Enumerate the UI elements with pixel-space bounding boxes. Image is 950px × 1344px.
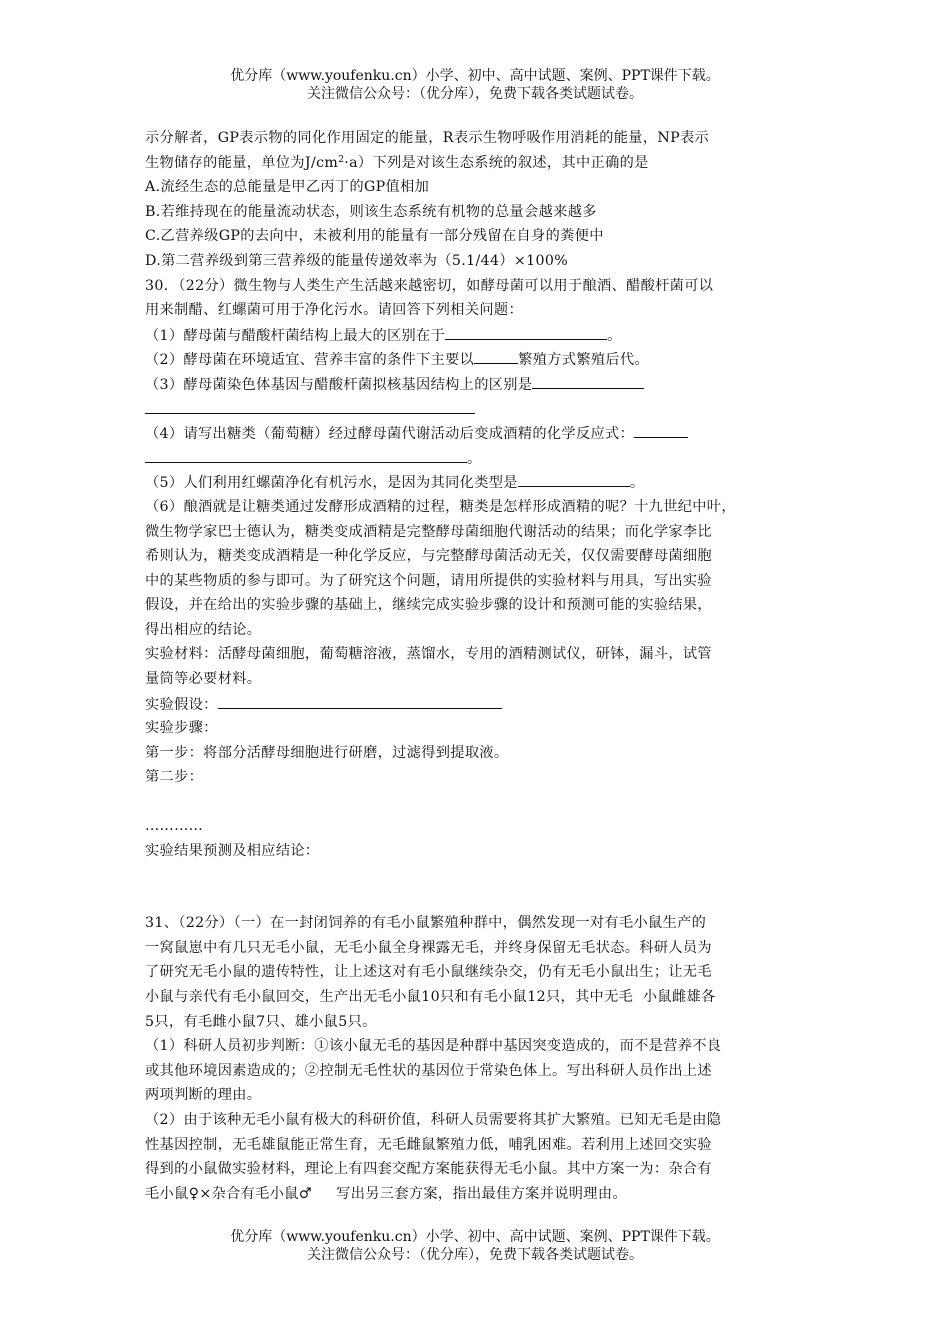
- blank-space: [145, 790, 810, 814]
- document-body: [145, 126, 810, 1206]
- hypothesis-answer-blank[interactable]: [218, 692, 502, 709]
- q29-option-d: D.第二营养级到第三营养级的能量传递效率为（5.1/44）×100%: [145, 252, 569, 269]
- q30-results-label: 实验结果预测及相应结论：: [145, 842, 320, 859]
- q31-sub-1-line-3: 两项判断的理由。: [145, 1087, 262, 1104]
- q30-part-5: [145, 470, 810, 495]
- q30-hypothesis-label: 实验假设：: [145, 696, 218, 713]
- q29-text-line-1: 示分解者，GP表示物的同化作用固定的能量，R表示生物呼吸作用消耗的能量，NP表示: [145, 130, 710, 146]
- q30-part-3: [145, 372, 810, 397]
- q30-step-1: 第一步：将部分活酵母细胞进行研磨，过滤得到提取液。: [145, 744, 509, 761]
- q30-part-3-continuation: [145, 397, 810, 422]
- answer-blank-3a[interactable]: [532, 372, 644, 389]
- q30-intro-line-2: 用来制醋、红螺菌可用于净化污水。请回答下列相关问题：: [145, 302, 523, 319]
- q30-materials-line-1: 实验材料：活酵母菌细胞，葡萄糖溶液，蒸馏水，专用的酒精测试仪，研钵，漏斗，试管: [145, 646, 712, 663]
- answer-blank-5[interactable]: [518, 470, 630, 487]
- q31-line-2: 一窝鼠崽中有几只无毛小鼠，无毛小鼠全身裸露无毛，并终身保留无毛状态。科研人员为: [145, 939, 712, 956]
- q30-intro-line-1: 30．（22分）微生物与人类生产生活越来越密切，如酵母菌可以用于酿酒、醋酸杆菌可以: [145, 277, 714, 294]
- q31-sub-2-line-2: 性基因控制，无毛雄鼠能正常生育，无毛雌鼠繁殖力低，哺乳困难。若利用上述回交实验: [145, 1136, 712, 1153]
- q30-part-4-text: （4）请写出糖类（葡萄糖）经过酵母菌代谢活动后变成酒精的化学反应式：: [145, 426, 635, 443]
- q30-ellipsis: …………: [145, 818, 204, 835]
- page-header: [0, 67, 950, 103]
- q31-sub-2-line-4: 毛小鼠♀×杂合有毛小鼠♂ 写出另三套方案，指出最佳方案并说明理由。: [145, 1185, 627, 1202]
- q30-part-4: [145, 421, 810, 446]
- q29-option-c: C.乙营养级GP的去向中，未被利用的能量有一部分残留在自身的粪便中: [145, 228, 604, 245]
- q30-part-2: [145, 347, 810, 372]
- q31-line-3: 了研究无毛小鼠的遗传特性，让上述这对有毛小鼠继续杂交，仍有无毛小鼠出生；让无毛: [145, 964, 712, 981]
- page-footer: [0, 1228, 950, 1264]
- q31-sub-2-line-1: （2）由于该种无毛小鼠有极大的科研价值，科研人员需要将其扩大繁殖。已知无毛是由隐: [145, 1111, 722, 1128]
- q31-line-5: 5只，有毛雌小鼠7只、雄小鼠5只。: [145, 1013, 377, 1030]
- q30-hypothesis: [145, 692, 810, 717]
- header-line-1: 优分库（www.youfenku.cn）小学、初中、高中试题、案例、PPT课件下载。: [230, 68, 720, 84]
- q30-part-1: [145, 323, 810, 348]
- q30-part-6-line-1: （6）酿酒就是让糖类通过发酵形成酒精的过程，糖类是怎样形成酒精的呢？十九世纪中叶，: [145, 498, 736, 515]
- q30-part-1-end: 。: [607, 327, 622, 344]
- q29-option-a: A.流经生态的总能量是甲乙丙丁的GP值相加: [145, 179, 430, 196]
- answer-blank-4b[interactable]: [145, 446, 467, 463]
- q30-part-4-end: 。: [467, 450, 482, 467]
- q29-text-line-2: [145, 151, 810, 176]
- q31-sub-1-line-2: 或其他环境因素造成的；②控制无毛性状的基因位于常染色体上。写出科研人员作出上述: [145, 1062, 712, 1079]
- q31-sub-2-line-3: 得到的小鼠做实验材料，理论上有四套交配方案能获得无毛小鼠。其中方案一为：杂合有: [145, 1161, 712, 1178]
- q30-step-2: 第二步：: [145, 769, 204, 786]
- q31-sub-1-line-1: （1）科研人员初步判断：①该小鼠无毛的基因是种群中基因突变造成的，而不是营养不良: [145, 1038, 722, 1055]
- q30-part-2-text: （2）酵母菌在环境适宜、营养丰富的条件下主要以: [145, 352, 475, 369]
- q30-part-5-end: 。: [629, 475, 645, 492]
- footer-line-1: 优分库（www.youfenku.cn）小学、初中、高中试题、案例、PPT课件下载。: [230, 1229, 720, 1245]
- footer-line-2: 关注微信公众号：（优分库），免费下载各类试题试卷。: [307, 1247, 643, 1263]
- q31-line-4: 小鼠与亲代有毛小鼠回交，生产出无毛小鼠10只和有毛小鼠12只，其中无毛 小鼠雌雄各: [145, 989, 716, 1005]
- q30-part-6-line-6: 得出相应的结论。: [145, 621, 262, 638]
- q29-unit-suffix: ·a）下列是对该生态系统的叙述，其中正确的是: [344, 154, 649, 171]
- q31-line-1: 31、（22分）（一）在一封闭饲养的有毛小鼠繁殖种群中，偶然发现一对有毛小鼠生产的: [145, 915, 707, 932]
- answer-blank-4a[interactable]: [634, 421, 688, 438]
- q30-part-6-line-2: 微生物学家巴士德认为，糖类变成酒精是完整酵母菌细胞代谢活动的结果；而化学家李比: [145, 523, 712, 540]
- q30-part-1-text: （1）酵母菌与醋酸杆菌结构上最大的区别在于: [145, 327, 446, 344]
- q30-steps-label: 实验步骤：: [145, 720, 218, 737]
- q30-part-3-text: （3）酵母菌染色体基因与醋酸杆菌拟核基因结构上的区别是: [145, 376, 533, 393]
- q30-part-5-text: （5）人们利用红螺菌净化有机污水，是因为其同化类型是: [145, 475, 518, 492]
- q30-part-6-line-3: 希则认为，糖类变成酒精是一种化学反应，与完整酵母菌活动无关，仅仅需要酵母菌细胞: [145, 548, 712, 565]
- q29-option-b: B.若维持现在的能量流动状态，则该生态系统有机物的总量会越来越多: [145, 203, 597, 220]
- q30-part-6-line-4: 中的某些物质的参与即可。为了研究这个问题，请用所提供的实验材料与用具，写出实验: [145, 572, 712, 589]
- q30-part-4-continuation: [145, 446, 810, 471]
- blank-space: [145, 863, 810, 911]
- header-line-2: 关注微信公众号：（优分库），免费下载各类试题试卷。: [307, 86, 643, 102]
- q29-unit-superscript: 2: [338, 154, 345, 165]
- q30-part-6-line-5: 假设，并在给出的实验步骤的基础上，继续完成实验步骤的设计和预测可能的实验结果，: [145, 597, 712, 614]
- q30-part-2-suffix: 繁殖方式繁殖后代。: [518, 352, 650, 369]
- q30-materials-line-2: 量筒等必要材料。: [145, 671, 262, 688]
- answer-blank-1[interactable]: [445, 323, 607, 340]
- q29-unit-prefix: 生物储存的能量，单位为J/cm: [145, 154, 339, 171]
- answer-blank-2[interactable]: [474, 347, 518, 364]
- answer-blank-3b[interactable]: [145, 397, 475, 414]
